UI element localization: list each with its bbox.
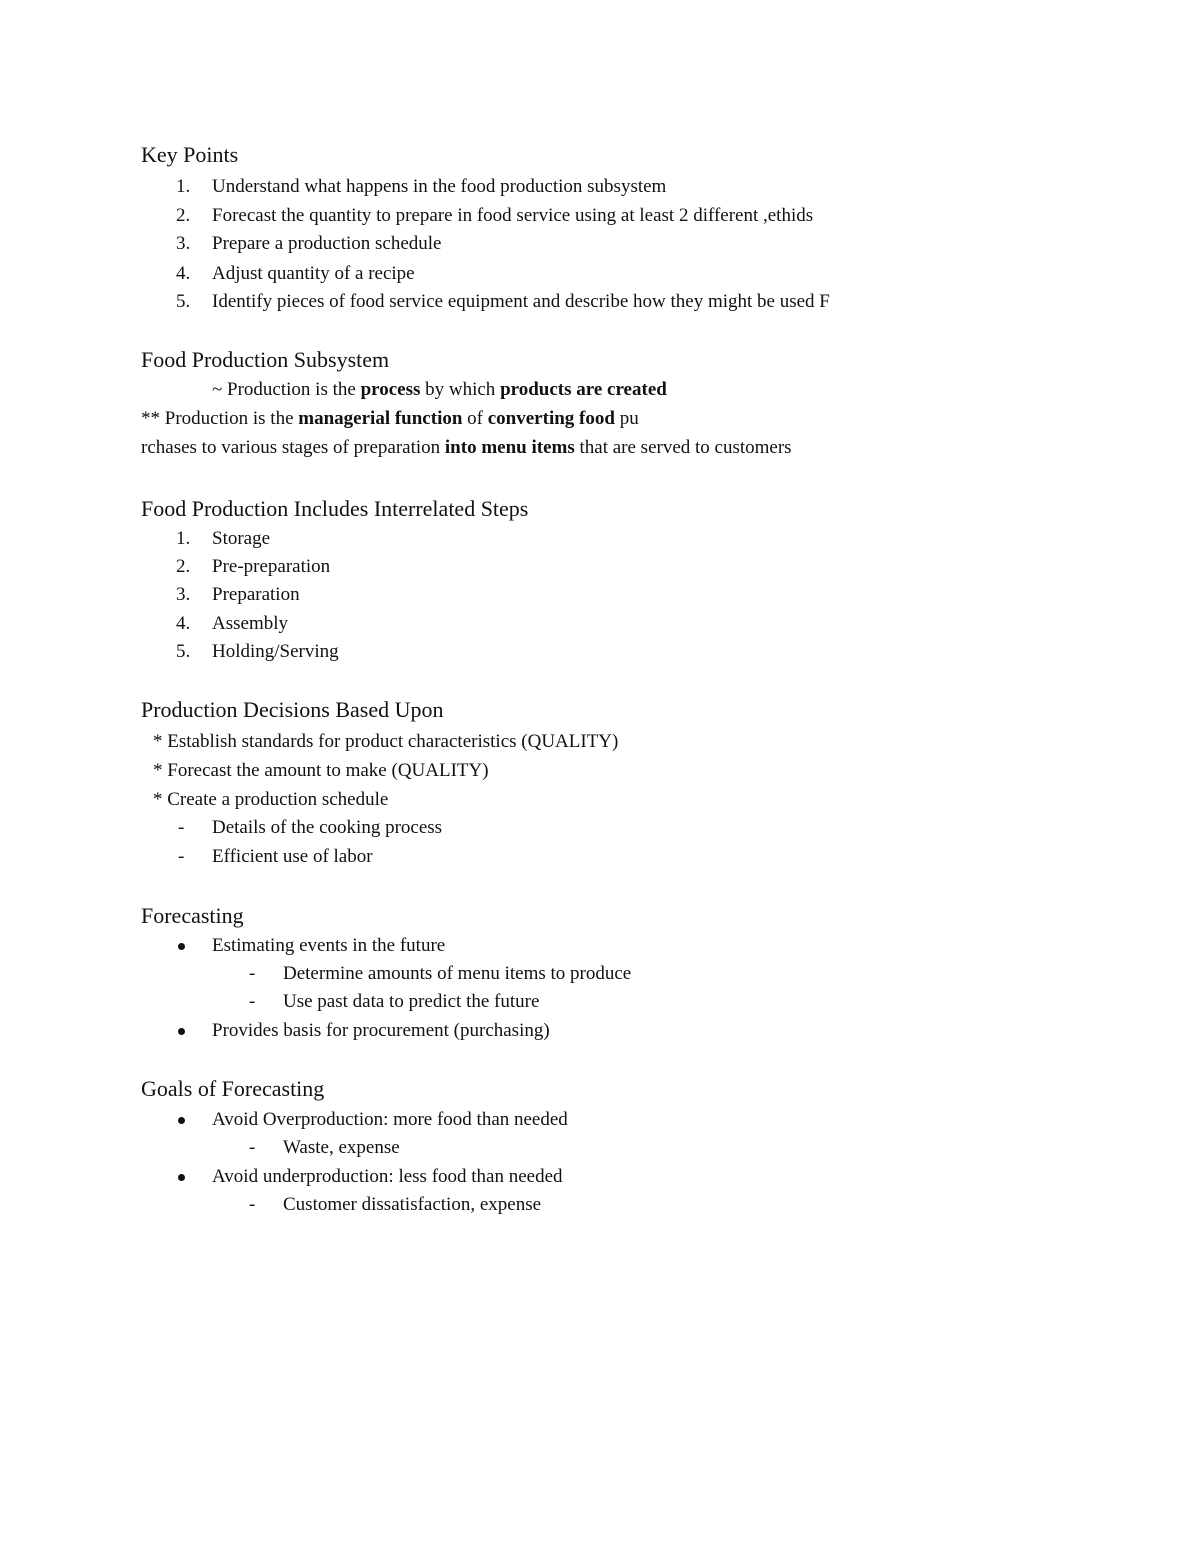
list-number: 4. xyxy=(176,613,191,634)
goals-sub-item: Customer dissatisfaction, expense xyxy=(283,1194,542,1215)
bold-term: managerial function xyxy=(298,408,463,429)
dash-marker: - xyxy=(249,991,256,1012)
step-item: Holding/Serving xyxy=(212,641,339,662)
subsystem-explanation-line xyxy=(141,436,792,460)
bold-term: into menu items xyxy=(444,437,575,458)
key-point-item: Prepare a production schedule xyxy=(212,233,442,254)
forecasting-heading: Forecasting xyxy=(141,903,244,928)
decision-star-item: * Create a production schedule xyxy=(153,789,389,810)
bold-term: process xyxy=(360,379,421,400)
text-run: ** Production is the xyxy=(141,408,299,429)
list-number: 3. xyxy=(176,233,191,254)
dash-marker: - xyxy=(178,846,185,867)
key-point-item: Identify pieces of food service equipment and describe how they might be used F xyxy=(212,291,830,312)
dash-marker: - xyxy=(178,817,185,838)
list-number: 3. xyxy=(176,584,191,605)
decision-star-item: * Forecast the amount to make (QUALITY) xyxy=(153,760,489,781)
bullet-icon xyxy=(178,1117,185,1124)
subsystem-definition-line xyxy=(212,378,667,402)
goals-bullet-item: Avoid underproduction: less food than needed xyxy=(212,1166,563,1187)
subsystem-heading: Food Production Subsystem xyxy=(141,347,390,372)
text-run: that are served to customers xyxy=(574,437,792,458)
goals-sub-item: Waste, expense xyxy=(283,1137,400,1158)
goals-bullet-item: Avoid Overproduction: more food than needed xyxy=(212,1109,568,1130)
key-point-item: Forecast the quantity to prepare in food service using at least 2 different ,ethids xyxy=(212,205,814,226)
decision-sub-item: Efficient use of labor xyxy=(212,846,373,867)
text-run: of xyxy=(462,408,488,429)
key-point-item: Adjust quantity of a recipe xyxy=(212,263,415,284)
key-points-heading: Key Points xyxy=(141,142,239,167)
forecasting-bullet-item: Provides basis for procurement (purchasing) xyxy=(212,1020,550,1041)
forecasting-sub-item: Determine amounts of menu items to produce xyxy=(283,963,632,984)
goals-heading: Goals of Forecasting xyxy=(141,1076,325,1101)
text-run: rchases to various stages of preparation xyxy=(141,437,445,458)
list-number: 5. xyxy=(176,291,191,312)
list-number: 2. xyxy=(176,205,191,226)
bullet-icon xyxy=(178,1174,185,1181)
forecasting-sub-item: Use past data to predict the future xyxy=(283,991,540,1012)
list-number: 4. xyxy=(176,263,191,284)
step-item: Assembly xyxy=(212,613,288,634)
forecasting-bullet-item: Estimating events in the future xyxy=(212,935,446,956)
bold-term: converting food xyxy=(487,408,615,429)
text-run: pu xyxy=(614,408,639,429)
step-item: Pre-preparation xyxy=(212,556,331,577)
step-item: Preparation xyxy=(212,584,300,605)
text-run: by which xyxy=(420,379,501,400)
dash-marker: - xyxy=(249,963,256,984)
list-number: 5. xyxy=(176,641,191,662)
decision-sub-item: Details of the cooking process xyxy=(212,817,443,838)
text-run: ~ Production is the xyxy=(212,379,361,400)
bold-term: products are created xyxy=(500,379,667,400)
list-number: 1. xyxy=(176,528,191,549)
bullet-icon xyxy=(178,943,185,950)
decisions-heading: Production Decisions Based Upon xyxy=(141,697,444,722)
dash-marker: - xyxy=(249,1194,256,1215)
step-item: Storage xyxy=(212,528,271,549)
key-point-item: Understand what happens in the food production subsystem xyxy=(212,176,667,197)
list-number: 2. xyxy=(176,556,191,577)
steps-heading: Food Production Includes Interrelated Steps xyxy=(141,496,529,521)
decision-star-item: * Establish standards for product characteristics (QUALITY) xyxy=(153,731,619,752)
subsystem-explanation-line xyxy=(141,407,639,431)
dash-marker: - xyxy=(249,1137,256,1158)
list-number: 1. xyxy=(176,176,191,197)
bullet-icon xyxy=(178,1028,185,1035)
